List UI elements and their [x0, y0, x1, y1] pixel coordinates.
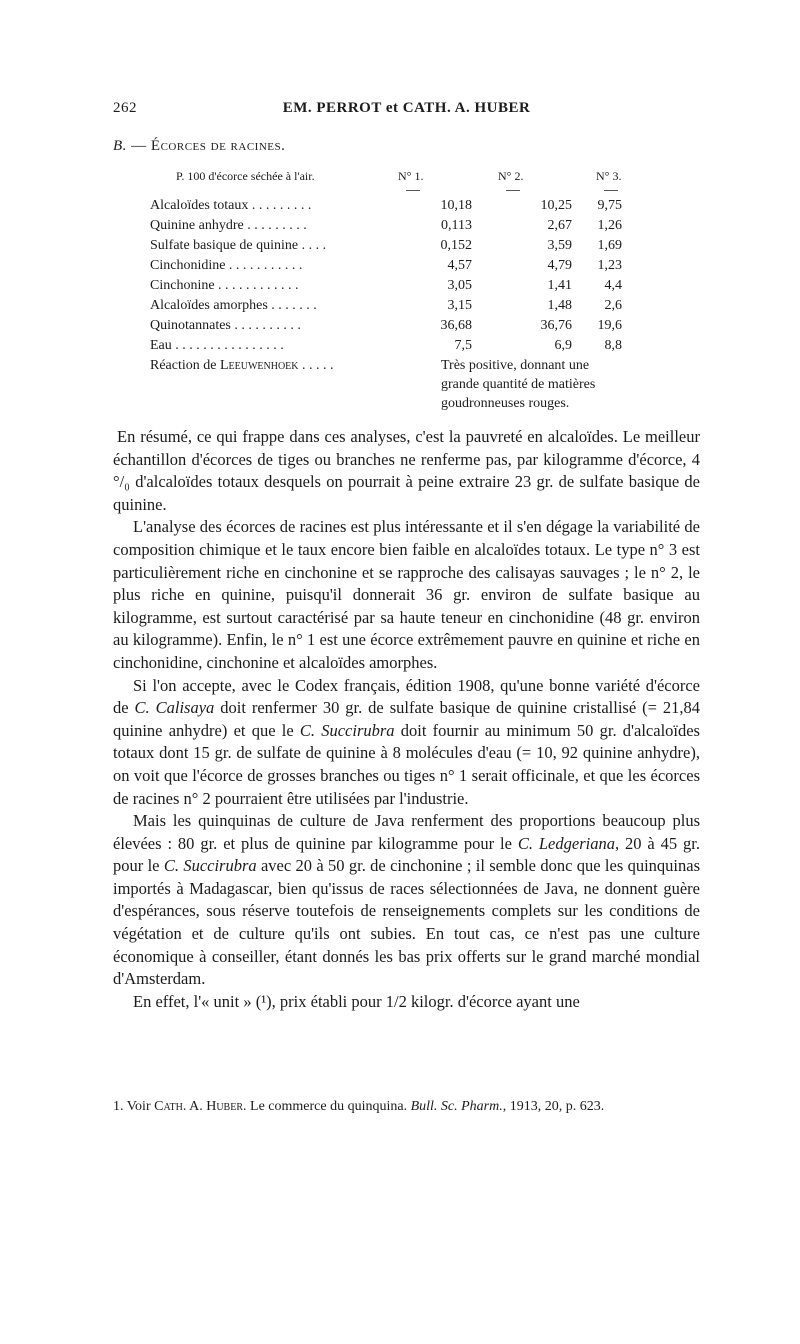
- running-head-authors: EM. PERROT et CATH. A. HUBER: [282, 100, 531, 116]
- paragraph: L'analyse des écorces de racines est plus intéressante et il s'en dégage la variabilité de composition chimique et le taux encore bien faible en alcaloïdes totaux. Le type n° 3 est particulièrement riche en cinchonine et se rapproche des calisayas sauvages ; le n° 2, le plus riche en quinine, puisqu'il donnerait 36 gr. environ de sulfate basique au kilogramme, est surtout caractérisé par sa haute teneur en cinchonidine (48 gr. environ au kilogramme). Enfin, le n° 1 est une écorce extrêmement pauvre en quinine et riche en cinchonidine, cinchonine et alcaloïdes amorphes.: [113, 517, 700, 672]
- table-cell: 2,6: [604, 298, 622, 313]
- table-cell: 1,23: [597, 258, 622, 273]
- text-run: , 20 à 45 gr. pour le: [113, 833, 700, 876]
- section-heading: [113, 138, 285, 155]
- table-cell: 19,6: [597, 318, 622, 333]
- table-cell: 3,15: [447, 298, 472, 313]
- table-cell: 4,79: [547, 258, 572, 273]
- column-rule: [604, 190, 618, 191]
- text-run: Mais les quinquinas de culture de Java renferment des proportions beaucoup plus élevées : 80 gr. et plus de quinine par kilogramme pour le: [113, 811, 700, 853]
- running-head: [113, 100, 700, 122]
- text-run: doit fournir au minimum 50 gr. d'alcaloïdes totaux dont 15 gr. de sulfate de quinine à 8 molécules d'eau (= 10, 92 quinine anhydre), on voit que l'écorce de grosses branches ou tiges n° 1 serait officinale, et que les écorces de racines n° 2 pourraient être utilisées par l'industrie.: [113, 720, 700, 808]
- species-name: C. Succirubra: [163, 856, 257, 876]
- text-run: Si l'on accepte, avec le Codex français, édition 1908, qu'une bonne variété d'écorce de: [113, 675, 700, 718]
- species-name: C. Calisaya: [134, 698, 215, 718]
- species-name: C. Succirubra: [299, 720, 395, 740]
- table-cell: 9,75: [597, 198, 622, 213]
- footnote-text: . Le commerce du quinquina.: [243, 1099, 411, 1114]
- table-cell: 6,9: [554, 338, 572, 353]
- table-cell: 4,4: [604, 278, 622, 293]
- table-cell: 1,48: [547, 298, 572, 313]
- paragraph: En effet, l'« unit » (¹), prix établi pour 1/2 kilogr. d'écorce ayant une: [133, 991, 580, 1011]
- row-label: Sulfate basique de quinine . . . .: [150, 238, 327, 253]
- table-cell: 1,41: [547, 278, 572, 293]
- reaction-result-line: grande quantité de matières: [441, 377, 596, 392]
- table-cell: 7,5: [454, 338, 472, 353]
- reaction-author: Leeuwenhoek: [219, 358, 299, 373]
- footnote-text: , 1913, 20, p. 623.: [502, 1099, 605, 1114]
- reaction-prefix: Réaction de: [150, 358, 220, 373]
- table-cell: 1,26: [597, 218, 622, 233]
- column-rule: [506, 190, 520, 191]
- section-dash: —: [131, 138, 147, 154]
- body-text: [113, 426, 700, 1013]
- footnote-text: Voir: [123, 1099, 155, 1114]
- table-cell: 1,69: [597, 238, 622, 253]
- footnote-number: 1.: [113, 1099, 124, 1114]
- row-label: Eau . . . . . . . . . . . . . . . .: [150, 338, 284, 353]
- section-title: Écorces de racines.: [150, 138, 286, 154]
- table-cell: 3,59: [547, 238, 572, 253]
- table-cell: 10,18: [440, 198, 472, 213]
- paragraph: [113, 810, 700, 991]
- text-run: avec 20 à 50 gr. de cinchonine ; il semble donc que les quinquinas importés à Madagascar, bien qu'issus de races sélectionnées de Java, ne donnent guère d'espérances, sous réserve toutefois de renseignements complets sur les conditions de végétation et de culture qu'ils ont subies. En tout cas, ce n'est pas une culture économique à conseiller, étant donnés les bas prix offerts sur le grand marché mondial d'Amsterdam.: [113, 856, 700, 989]
- row-label: Cinchonine . . . . . . . . . . . .: [150, 278, 299, 293]
- table-cell: 2,67: [547, 218, 572, 233]
- species-name: C. Ledgeriana: [517, 833, 615, 853]
- reaction-dots: . . . . .: [298, 358, 334, 373]
- row-label: Alcaloïdes amorphes . . . . . . .: [150, 298, 317, 313]
- row-label: Alcaloïdes totaux . . . . . . . . .: [150, 198, 312, 213]
- text-run: doit renfermer 30 gr. de sulfate basique de quinine cristallisé (= 21,84 quinine anhydre) et que le: [113, 698, 700, 740]
- row-label: Cinchonidine . . . . . . . . . . .: [150, 258, 303, 273]
- table-cell: 0,113: [441, 218, 472, 233]
- column-rule: [406, 190, 420, 191]
- reaction-result-line: Très positive, donnant une: [441, 358, 590, 373]
- section-letter: B.: [113, 138, 127, 154]
- footnote: [113, 1097, 700, 1117]
- table-cell: 36,76: [540, 318, 572, 333]
- paragraph: En résumé, ce qui frappe dans ces analyses, c'est la pauvreté en alcaloïdes. Le meilleur échantillon d'écorces de tiges ou branches ne renferme pas, par kilogramme d'écorce, 4 °/₀ d'alcaloïdes totaux desquels on pourrait à peine extraire 23 gr. de sulfate basique de quinine.: [113, 427, 700, 514]
- row-label: Quinotannates . . . . . . . . . .: [150, 318, 301, 333]
- table-cell: 36,68: [440, 318, 472, 333]
- table-cell: 0,152: [440, 238, 472, 253]
- table-cell: 3,05: [447, 278, 472, 293]
- page-number: 262: [113, 100, 137, 116]
- column-header: N° 3.: [596, 169, 622, 183]
- table-cell: 8,8: [604, 338, 622, 353]
- paragraph: [113, 675, 700, 811]
- column-header: N° 1.: [398, 169, 424, 183]
- footnote-author: Cath. A. Huber: [154, 1099, 244, 1114]
- table-cell: 4,57: [447, 258, 472, 273]
- column-header: N° 2.: [498, 169, 524, 183]
- reaction-result-line: goudronneuses rouges.: [441, 396, 570, 411]
- row-label-reaction: [150, 356, 334, 376]
- table-cell: 10,25: [540, 198, 572, 213]
- footnote-journal: Bull. Sc. Pharm.: [410, 1099, 503, 1114]
- table-caption: P. 100 d'écorce séchée à l'air.: [176, 169, 315, 183]
- row-label: Quinine anhydre . . . . . . . . .: [150, 218, 307, 233]
